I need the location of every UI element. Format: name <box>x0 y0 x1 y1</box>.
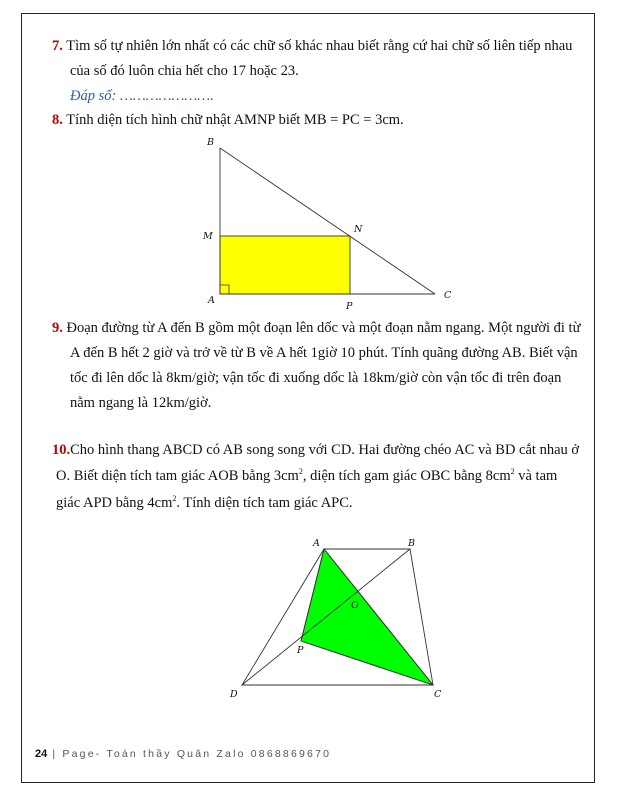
label-a: A <box>313 538 320 549</box>
problem-7-number: 7. <box>52 38 63 54</box>
label-b: B <box>207 137 214 148</box>
footer-text: | Page- Toán thầy Quân Zalo 0868869670 <box>52 748 332 760</box>
problem-9-number: 9. <box>52 320 63 336</box>
problem-10-line-3 <box>56 491 353 516</box>
label-p: P <box>346 301 353 312</box>
superscript-2c: 2 <box>172 494 177 503</box>
problem-7-answer: Đáp số: …………………. <box>70 88 214 104</box>
label-n: N <box>354 224 363 235</box>
rectangle-amnp <box>220 236 350 294</box>
label-b: B <box>408 538 415 549</box>
problem-10-line-1 <box>52 438 579 463</box>
label-a: A <box>208 295 215 306</box>
problem-9-text-3: tốc đi lên dốc là 8km/giờ; vận tốc đi xuống dốc là 18km/giờ còn vận tốc đi trên đoạn <box>70 370 562 386</box>
label-c: C <box>434 689 442 700</box>
label-m: M <box>203 231 213 242</box>
rectangle-figure <box>190 130 470 315</box>
problem-9-text-4: nằm ngang là 12km/giờ. <box>70 395 212 411</box>
problem-10-text-3b: . Tính diện tích tam giác APC. <box>176 495 353 511</box>
label-p: P <box>297 645 304 656</box>
label-c: C <box>444 290 452 301</box>
page-number: 24 <box>35 748 48 760</box>
problem-7-line-1 <box>52 34 572 59</box>
problem-10-text-2a: O. Biết diện tích tam giác AOB bằng 3cm <box>56 468 299 484</box>
problem-10-text-1: Cho hình thang ABCD có AB song song với CD. Hai đường chéo AC và BD cắt nhau ở <box>70 442 580 458</box>
problem-10-text-3a: giác APD bằng 4cm <box>56 495 173 511</box>
page-footer <box>35 748 331 760</box>
problem-9-text-1: Đoạn đường từ A đến B gồm một đoạn lên dốc và một đoạn nằm ngang. Một người đi từ <box>66 320 581 336</box>
label-d: D <box>230 689 238 700</box>
problem-8-number: 8. <box>52 112 63 128</box>
problem-10-line-2 <box>56 464 557 489</box>
trapezoid-figure <box>225 535 445 710</box>
superscript-2b: 2 <box>510 467 515 476</box>
problem-7-text-1: Tìm số tự nhiên lớn nhất có các chữ số khác nhau biết rằng cứ hai chữ số liên tiếp nhau <box>66 38 573 54</box>
problem-7-text-2: của số đó luôn chia hết cho 17 hoặc 23. <box>70 63 299 79</box>
label-o: O <box>351 600 359 611</box>
problem-10-text-2c: và tam <box>514 468 558 484</box>
problem-9-line-1 <box>52 316 580 341</box>
problem-8-text-1: Tính diện tích hình chữ nhật AMNP biết MB = PC = 3cm. <box>66 112 404 128</box>
problem-9-text-2: A đến B hết 2 giờ và trở về từ B về A hết 1giờ 10 phút. Tính quãng đường AB. Biết vận <box>70 345 578 361</box>
problem-10-number: 10. <box>52 442 71 458</box>
superscript-2a: 2 <box>298 467 303 476</box>
problem-10-text-2b: , diện tích gam giác OBC bằng 8cm <box>302 468 511 484</box>
